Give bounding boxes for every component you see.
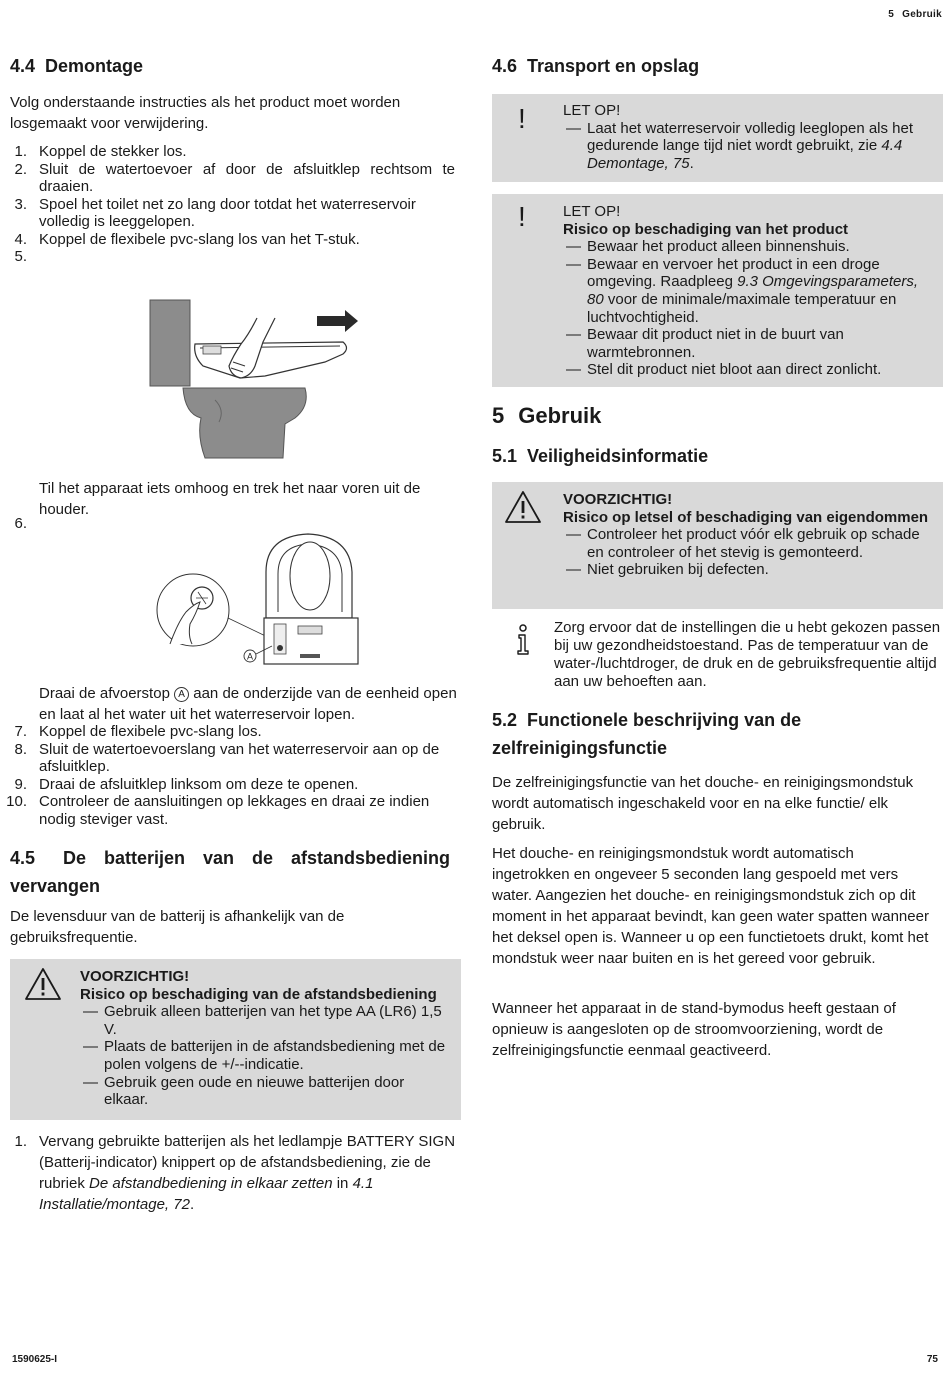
- notice-label: LET OP!: [563, 102, 621, 119]
- step-6: [10, 478, 458, 532]
- chapter-title: Gebruik: [518, 403, 602, 428]
- section-title: De batterijen van de afstandsbediening vervangen: [10, 848, 450, 896]
- chapter-title: Gebruik: [902, 9, 942, 20]
- exclamation-icon: !: [518, 201, 526, 232]
- list-item: [6, 793, 460, 828]
- cross-reference-link[interactable]: 9.3 Omgevingsparameters, 80: [587, 273, 919, 308]
- step-text: Sluit de watertoevoerslang van het waterreservoir aan op de afsluitklep.: [39, 740, 440, 775]
- section-title: Transport en opslag: [527, 56, 700, 76]
- notice-list: [563, 120, 935, 173]
- list-item: — Stel dit product niet bloot aan direct zonlicht.: [563, 361, 935, 379]
- cross-reference-link[interactable]: De afstandbediening in elkaar zetten: [89, 1175, 333, 1192]
- list-item: [563, 120, 935, 173]
- section-title: Veiligheidsinformatie: [527, 446, 709, 466]
- list-item: [10, 231, 455, 249]
- list-item: — Bewaar het product alleen binnenshuis.: [563, 238, 935, 256]
- list-item: — Plaats de batterijen in de afstandsbediening met de polen volgens de +/--indicatie.: [80, 1038, 452, 1073]
- self-cleaning-para-2: Het douche- en reinigingsmondstuk wordt automatisch ingetrokken en ongeveer 5 seconden lang gespoeld met vers water. Aangezien het douche- en reinigingsmondstuk zich op dit moment in het apparaat bevindt, kan geen water spatten wanneer het deksel open is. Wanneer u op een functietoets drukt, komt het mondstuk weer naar buiten en is het gereed voor gebruik.: [492, 845, 929, 967]
- safety-warning-box: [492, 482, 943, 609]
- list-item: — Gebruik geen oude en nieuwe batterijen door elkaar.: [80, 1074, 452, 1109]
- section-number: 4.5: [10, 848, 36, 868]
- drain-instruction: [39, 683, 459, 725]
- warning-label: VOORZICHTIG!: [563, 491, 673, 508]
- warning-title: Risico op beschadiging van de afstandsbediening: [80, 985, 437, 1003]
- info-icon: [516, 624, 530, 656]
- list-item: [10, 776, 460, 794]
- step-text: Koppel de stekker los.: [39, 143, 187, 160]
- drain-text-post: aan de onderzijde van de eenheid open en laat al het water uit het waterreservoir lopen.: [39, 685, 457, 723]
- section-title: Demontage: [45, 56, 144, 76]
- list-item: — Controleer het product vóór elk gebruik op schade en controleer of het stevig is gemonteerd.: [563, 526, 935, 561]
- step-number: 9.: [14, 775, 27, 793]
- warning-text: [80, 968, 452, 1109]
- batteries-intro: De levensduur van de batterij is afhankelijk van de gebruiksfrequentie.: [10, 908, 345, 946]
- warning-text: [563, 491, 935, 579]
- document-code: 1590625-I: [12, 1354, 58, 1365]
- section-4-4-heading: [10, 56, 143, 78]
- step-text: .: [189, 1196, 195, 1213]
- step-number: 4.: [14, 230, 27, 248]
- notice-box-storage: [492, 194, 943, 387]
- chapter-5-heading: [492, 403, 601, 429]
- running-header: [888, 9, 942, 21]
- warning-list: [563, 526, 935, 579]
- warning-label: VOORZICHTIG!: [80, 968, 190, 985]
- section-5-2-heading: [492, 706, 932, 762]
- notice-title: Risico op beschadiging van het product: [563, 220, 849, 238]
- list-item: [10, 741, 460, 776]
- section-number: 5.2: [492, 710, 518, 730]
- info-note: Zorg ervoor dat de instellingen die u hebt gekozen passen bij uw gezondheidstoestand. Pas de temperatuur van de water-/luchtdroger, de druk en de gebruiksfrequentie altijd aan uw behoeften aan.: [554, 619, 941, 690]
- step-text: in: [336, 1175, 349, 1192]
- warning-list: [80, 1003, 452, 1109]
- chapter-number: 5: [492, 403, 505, 428]
- step-number: 3.: [14, 195, 27, 213]
- step-text: Spoel het toilet net zo lang door totdat het waterreservoir volledig is leeggelopen.: [39, 195, 416, 230]
- step-text: Draai de afsluitklep linksom om deze te openen.: [39, 775, 359, 793]
- list-item: [10, 1131, 462, 1215]
- step-text: Koppel de flexibele pvc-slang los van het T-stuk.: [39, 230, 360, 248]
- notice-box-drain: [492, 94, 943, 182]
- notice-label: LET OP!: [563, 203, 621, 220]
- warning-title: Risico op letsel of beschadiging van eigendommen: [563, 508, 929, 526]
- list-item: [563, 256, 935, 326]
- step-text: Sluit de watertoevoer af door de afsluitklep rechtsom te draaien.: [39, 160, 455, 195]
- step-text: Koppel de flexibele pvc-slang los.: [39, 723, 262, 740]
- demontage-steps: [10, 143, 455, 265]
- self-cleaning-para-3: Wanneer het apparaat in de stand-bymodus heeft gestaan of opnieuw is aangesloten op de stroomvoorziening, wordt de zelfreinigingsfunctie eenmaal geactiveerd.: [492, 1000, 896, 1059]
- notice-text: [563, 102, 935, 172]
- self-cleaning-para-1: De zelfreinigingsfunctie van het douche- en reinigingsmondstuk wordt automatisch ingeschakeld voor en na elke functie/ elk gebruik.: [492, 774, 914, 833]
- step-text: Controleer de aansluitingen op lekkages en draai ze indien nodig steviger vast.: [39, 793, 430, 828]
- list-item: — Bewaar dit product niet in de buurt van warmtebronnen.: [563, 326, 935, 361]
- step-number: 10.: [6, 793, 27, 810]
- item-text: Laat het waterreservoir volledig leeglopen als het gedurende lange tijd niet wordt gebruikt, zie: [587, 119, 914, 155]
- section-4-5-heading: [10, 844, 450, 900]
- step-number: 8.: [14, 740, 27, 758]
- list-item: — Gebruik alleen batterijen van het type AA (LR6) 1,5 V.: [80, 1003, 452, 1038]
- section-number: 4.6: [492, 56, 518, 76]
- item-text: voor de minimale/maximale temperatuur en luchtvochtigheid.: [587, 290, 897, 326]
- item-text: Bewaar en vervoer het product in een droge omgeving. Raadpleeg: [587, 255, 880, 291]
- item-text: .: [689, 154, 694, 172]
- list-item: — Niet gebruiken bij defecten.: [563, 561, 935, 579]
- drain-stop-illustration: [148, 532, 364, 666]
- battery-warning-box: [10, 959, 461, 1120]
- step-text: Vervang gebruikte batterijen als het ledlampje BATTERY SIGN (Batterij-indicator) knippert op de afstandsbediening, zie de rubriek: [39, 1133, 456, 1192]
- figure-label-a: A: [246, 651, 254, 662]
- section-number: 4.4: [10, 56, 36, 76]
- notice-text: [563, 203, 935, 379]
- list-item: [10, 143, 455, 161]
- demontage-steps-continued: [6, 723, 460, 828]
- battery-steps: [10, 1131, 462, 1215]
- warning-triangle-icon: [504, 490, 542, 524]
- list-item: [10, 723, 460, 741]
- drain-stop-label: A: [174, 687, 189, 702]
- section-4-6-heading: [492, 56, 699, 78]
- page-number: 75: [926, 1354, 938, 1365]
- warning-triangle-icon: [24, 967, 62, 1001]
- list-item: [10, 478, 458, 532]
- demontage-intro: Volg onderstaande instructies als het product moet worden losgemaakt voor verwijdering.: [10, 94, 401, 132]
- step-number: 2.: [14, 160, 27, 178]
- step-number: 5.: [14, 248, 27, 265]
- step-number: 7.: [14, 723, 27, 740]
- section-5-1-heading: [492, 446, 708, 468]
- cross-reference-link[interactable]: 4.4 Demontage, 75: [587, 137, 903, 172]
- step-number: 1.: [14, 143, 27, 160]
- drain-text-pre: Draai de afvoerstop: [39, 685, 170, 702]
- cross-reference-link[interactable]: 4.1 Installatie/montage, 72: [39, 1175, 374, 1213]
- chapter-number: 5: [888, 9, 895, 20]
- seat-removal-illustration: [145, 296, 365, 462]
- list-item: [10, 196, 455, 231]
- notice-list: [563, 238, 935, 379]
- step-text: Til het apparaat iets omhoog en trek het naar voren uit de houder.: [39, 480, 421, 518]
- step-number: 1.: [14, 1133, 27, 1150]
- list-item: [10, 161, 455, 196]
- section-title: Functionele beschrijving van de zelfreinigingsfunctie: [492, 710, 802, 758]
- exclamation-icon: !: [518, 103, 526, 134]
- section-number: 5.1: [492, 446, 518, 466]
- step-number: 6.: [14, 515, 27, 532]
